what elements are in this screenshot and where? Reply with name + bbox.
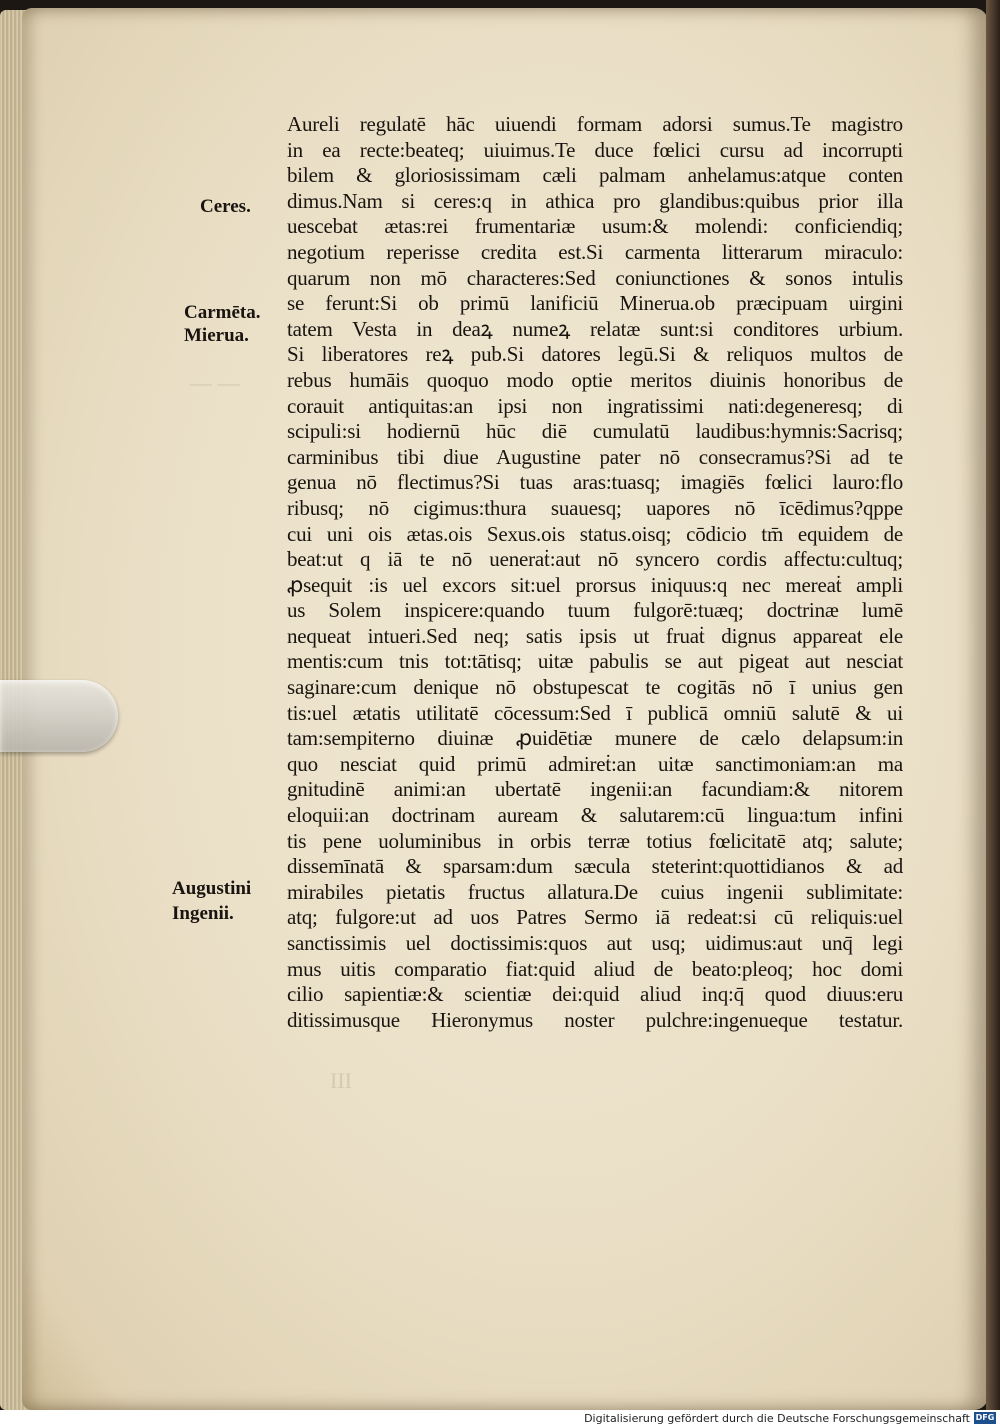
text-line: saginare:cum denique nō obstupescat te cogitās nō ī unius gen xyxy=(287,675,903,700)
text-line: mentis:cum tnis tot:tātisq; uitæ pabulis se aut pigeat aut nesciat xyxy=(287,649,903,674)
text-line: carminibus tibi diue Augustine pater nō consecramus?Si ad te xyxy=(287,444,903,469)
dfg-credit-text: Digitalisierung gefördert durch die Deutsche Forschungsgemeinschaft xyxy=(584,1412,970,1425)
text-line: tis:uel ætatis utilitatē cōcessum:Sed ī publicā omniū salutē & ui xyxy=(287,700,903,725)
text-line: beat:ut q iā te nō ueneraṫ:aut nō syncero cordis affectu:cultuq; xyxy=(287,547,903,572)
bleed-through-mark: III xyxy=(330,1068,352,1093)
main-text-block xyxy=(287,112,903,1033)
text-line: ditissimusque Hieronymus noster pulchre:ingenueque testatur. xyxy=(287,1007,903,1032)
text-line: rebus humāis quoquo modo optie meritos diuinis honoribus de xyxy=(287,367,903,392)
margin-note-ceres: Ceres. xyxy=(200,196,251,217)
text-line: sanctissimis uel doctissimis:quos aut usq; uidimus:aut unq̄ legi xyxy=(287,931,903,955)
margin-note-carmenta: Carmēta. xyxy=(184,302,261,323)
text-line: scipuli:si hodiernū hūc diē cumulatū laudibus:hymnis:Sacrisq; xyxy=(287,419,903,444)
text-line: dissemīnatā & sparsam:dum sæcula steterint:quottidianos & ad xyxy=(287,854,903,879)
text-line: ribusq; nō cigimus:thura suauesq; uapores nō īcēdimus?qppe xyxy=(287,495,903,520)
text-line: eloquii:an doctrinam auream & salutarem:cū lingua:tum infini xyxy=(287,803,903,828)
text-line: nequeat intueri.Sed neq; satis ipsis ut fruaṫ dignus appareat ele xyxy=(287,623,903,648)
text-line: tis pene uoluminibus in orbis terræ totius fœlicitatē atq; salute; xyxy=(287,828,903,853)
dfg-logo-icon: DFG xyxy=(975,1413,995,1422)
text-line: uescebat ætas:rei frumentariæ usum:& molendi: conficiendiq; xyxy=(287,214,903,239)
text-line: gnitudinē animi:an ubertatē ingenii:an facundiam:& nitorem xyxy=(287,777,903,802)
text-line: Si liberatores reꝝ pub.Si datores legū.Si & reliquos multos de xyxy=(287,342,903,367)
text-line: corauit antiquitas:an ipsi non ingratissimi nati:degeneresq; di xyxy=(287,393,903,418)
bleed-through-mark: — — xyxy=(190,370,240,395)
text-line: quo nesciat quid primū admireṫ:an uitæ sanctimoniam:an ma xyxy=(287,751,903,776)
margin-note-ingenii: Ingenii. xyxy=(172,903,234,924)
margin-note-augustini: Augustini xyxy=(172,878,252,899)
text-line: ꝓsequitᷣ:is uel excors sit:uel prorsus iniquus:q nec mereaṫ ampli xyxy=(287,572,903,597)
text-line: se ferunt:Si ob primū lanificiū Minerua.ob præcipuam uirgini xyxy=(287,291,903,316)
text-line: in ea recte:beateq; uiuimus.Te duce fœlici cursu ad incorrupti xyxy=(287,137,903,162)
text-line: mirabiles pietatis fructus allatura.De cuius ingenii sublimitate: xyxy=(287,879,903,904)
text-line: tam:sempiterno diuinæ ꝓuidētiæ munere de cælo delapsum:in xyxy=(287,726,903,751)
text-line: tatem Vesta in deaꝝ numeꝝ relatæ sunt:si conditores urbium. xyxy=(287,316,903,341)
text-line: us Solem inspicere:quando tuum fulgorē:tuæq; doctrinæ lumē xyxy=(287,598,903,623)
text-line: cui uni ois ætas.ois Sexus.ois status.oisq; cōdicio tm̄ equidem de xyxy=(287,521,903,546)
text-line: cilio sapientiæ:& scientiæ dei:quid aliud inq:q̄ quod diuus:eru xyxy=(287,982,903,1007)
text-line: atq; fulgore:ut ad uos Patres Sermo iā redeat:si cū reliquis:uel xyxy=(287,905,903,930)
text-line: Aureli regulatē hāc uiuendi formam adorsi sumus.Te magistro xyxy=(287,112,903,136)
text-line: mus uitis comparatio fiat:quid aliud de beato:pleoq; hoc domi xyxy=(287,956,903,981)
margin-note-minerua: Mierua. xyxy=(184,325,249,346)
right-binding-shadow xyxy=(986,0,1000,1428)
text-line: dimus.Nam si ceres:q in athica pro glandibus:quibus prior illa xyxy=(287,188,903,213)
text-line: bilem & gloriosissimam cæli palmam anhelamus:atque conten xyxy=(287,163,903,188)
text-line: genua nō flectimus?Si tuas aras:tuasq; imagiēs fœlici lauro:flo xyxy=(287,470,903,495)
text-line: quarum non mō characteres:Sed coniunctiones & sonos intulis xyxy=(287,265,903,290)
bookmark-clip xyxy=(0,680,118,752)
text-line: negotium reperisse credita est.Si carmenta litterarum miraculo: xyxy=(287,239,903,264)
